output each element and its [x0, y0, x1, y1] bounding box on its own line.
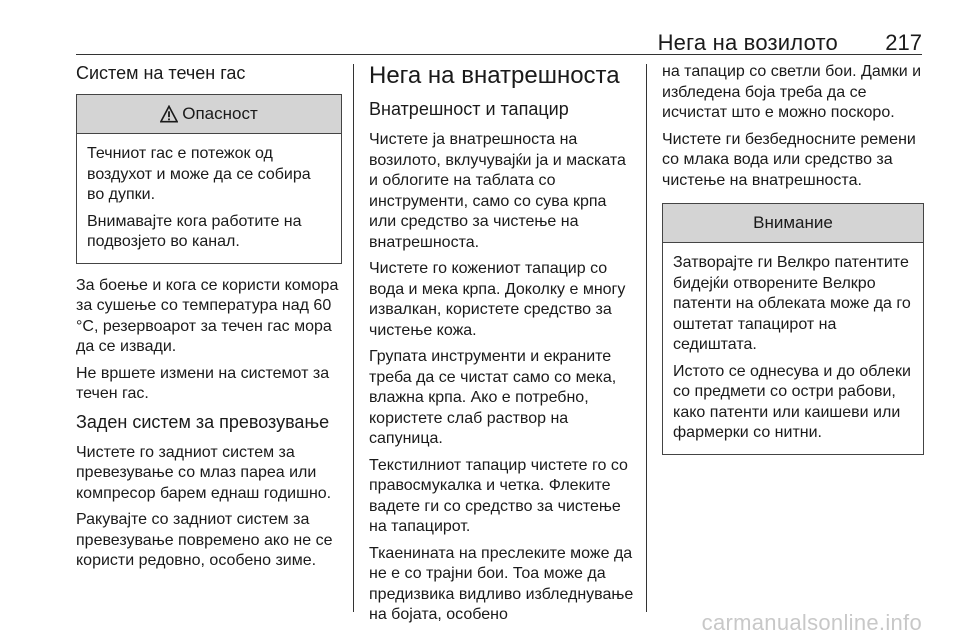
- warning-triangle-icon: [160, 105, 178, 123]
- body-paragraph: Чистете ја внатрешноста на возилото, вклучувајќи ја и маската и облогите на таблата со инструменти, само со сува крпа или средство за чистење на внатрешноста.: [369, 131, 626, 251]
- danger-box-header: [77, 95, 341, 134]
- body-paragraph: Групата инструменти и екраните треба да се чистат само со мека, влажна крпа. Ако е потребно, користете слаб раствор на сапуница.: [369, 348, 617, 447]
- body-paragraph: Чистете го задниот систем за превезување со млаз пареа или компресор барем еднаш годишно.: [76, 443, 332, 502]
- notice-text: Истото се однесува и до облеки со предмети со остри рабови, како патенти или каишеви или фармерки со нитни.: [673, 362, 911, 441]
- column-1: [76, 62, 342, 578]
- subheading-rear-carrier: Заден систем за превозување: [76, 411, 330, 432]
- danger-box-body: [77, 134, 341, 263]
- body-paragraph: За боење и кога се користи комора за сушење со температура над 60 °C, резервоарот за течен гас мора да се извади.: [76, 276, 339, 355]
- notice-box: [662, 203, 924, 455]
- notice-text: Затворајте ги Велкро патентите бидејќи отворените Велкро патенти на облеката може да го оштетат тапацирот на седиштата.: [673, 254, 911, 353]
- body-paragraph: Текстилниот тапацир чистете го со правосмукалка и четка. Флеките вадете ги со средство за чистење на тапацирот.: [369, 456, 628, 535]
- notice-box-header: [663, 204, 923, 243]
- page-number: 217: [885, 30, 922, 55]
- section-heading-interior: Нега на внатрешноста: [369, 62, 620, 89]
- column-divider-2: [646, 64, 647, 612]
- header-title: Нега на возилото: [657, 30, 838, 55]
- notice-box-title: Внимание: [753, 212, 833, 232]
- danger-text: Внимавајте кога работите на подвозјето во канал.: [87, 212, 302, 250]
- body-paragraph: Не вршете измени на системот за течен гас.: [76, 364, 330, 402]
- column-3: [662, 62, 924, 467]
- danger-text: Течниот гас е потежок од воздухот и може да се собира во дупки.: [87, 145, 311, 203]
- body-paragraph: Ткаенината на преслеките може да не е со трајни бои. Тоа може да предизвика видливо избледнување на бојата, особено: [369, 544, 634, 623]
- body-paragraph: на тапацир со светли бои. Дамки и избледена боја треба да се исчистат што е можно поскоро.: [662, 63, 922, 121]
- column-2: [369, 62, 635, 632]
- watermark: carmanualsonline.info: [701, 610, 922, 635]
- subheading-upholstery: Внатрешност и тапацир: [369, 99, 569, 119]
- danger-box-title: Опасност: [182, 103, 258, 123]
- section-heading-lpg: Систем на течен гас: [76, 63, 246, 83]
- header-rule: [76, 54, 922, 55]
- notice-box-body: [663, 243, 923, 454]
- column-divider-1: [353, 64, 354, 612]
- body-paragraph: Чистете ги безбедносните ремени со млака вода или средство за чистење на внатрешноста.: [662, 130, 916, 189]
- danger-box: [76, 94, 342, 264]
- body-paragraph: Ракувајте со задниот систем за превезување повремено ако не се користи редовно, особено зиме.: [76, 511, 333, 569]
- body-paragraph: Чистете го кожениот тапацир со вода и мека крпа. Доколку е многу извалкан, користете средство за чистење кожа.: [369, 260, 626, 339]
